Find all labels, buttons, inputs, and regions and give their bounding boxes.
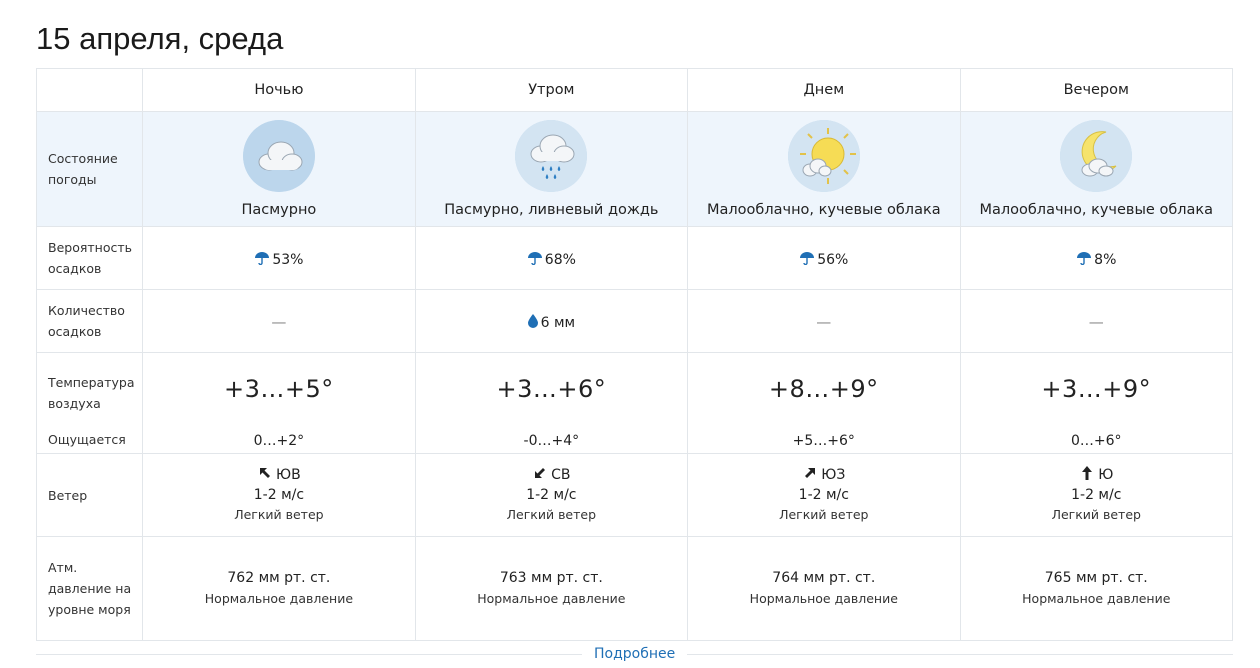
row-label: Количество осадков — [37, 290, 143, 353]
precip-prob-value: 53% — [272, 251, 304, 268]
temp-cell — [960, 353, 1232, 426]
precip-prob-value: 8% — [1094, 251, 1117, 268]
period-header: Ночью — [143, 69, 415, 112]
wind-row — [37, 454, 1233, 537]
temp-cell — [143, 353, 415, 426]
feels-cell — [960, 425, 1232, 454]
precip-probability-row — [37, 227, 1233, 290]
umbrella-icon — [254, 251, 270, 265]
feels-value: 0…+2° — [253, 432, 305, 449]
temp-value: +3…+5° — [224, 375, 334, 403]
arrow-up-right-icon — [802, 465, 818, 481]
precip-amount-value: — — [1088, 312, 1104, 331]
umbrella-icon — [527, 251, 543, 265]
row-label: Температура воздуха — [37, 353, 143, 426]
pressure-value: 764 мм рт. ст. — [772, 570, 876, 586]
wind-direction: СВ — [551, 467, 571, 483]
precip-prob-cell — [960, 227, 1232, 290]
more-details-link[interactable]: Подробнее — [582, 643, 687, 665]
pressure-description: Нормальное давление — [749, 591, 898, 606]
water-drop-icon — [528, 314, 538, 328]
period-header: Днем — [688, 69, 960, 112]
wind-speed: 1-2 м/с — [526, 487, 577, 503]
feels-value: -0…+4° — [523, 432, 580, 449]
pressure-value: 762 мм рт. ст. — [227, 570, 331, 586]
feels-value: 0…+6° — [1070, 432, 1122, 449]
row-label: Вероятность осадков — [37, 227, 143, 290]
pressure-description: Нормальное давление — [477, 591, 626, 606]
page-title: 15 апреля, среда — [36, 21, 284, 56]
arrow-down-left-icon — [532, 465, 548, 481]
wind-description: Легкий ветер — [506, 507, 597, 522]
row-label: Ветер — [37, 454, 143, 537]
pressure-value: 765 мм рт. ст. — [1044, 570, 1148, 586]
wind-speed: 1-2 м/с — [253, 487, 305, 503]
condition-text: Пасмурно — [241, 202, 317, 218]
wind-cell — [688, 454, 960, 537]
condition-text: Малооблачно, кучевые облака — [707, 202, 941, 218]
state-cell — [143, 112, 415, 227]
temp-cell — [415, 353, 687, 426]
precip-amount-cell — [960, 290, 1232, 353]
header-empty-cell — [37, 69, 143, 112]
precip-amount-cell — [688, 290, 960, 353]
row-label: Состояние погоды — [37, 112, 143, 227]
precip-amount-value: — — [816, 312, 832, 331]
weather-table — [36, 68, 1233, 641]
precip-prob-value: 56% — [817, 251, 849, 268]
precip-amount-row — [37, 290, 1233, 353]
precip-amount-cell — [143, 290, 415, 353]
pressure-row — [37, 537, 1233, 641]
pressure-cell — [143, 537, 415, 641]
temp-cell — [688, 353, 960, 426]
state-cell — [960, 112, 1232, 227]
precip-prob-cell — [143, 227, 415, 290]
wind-description: Легкий ветер — [1051, 507, 1141, 522]
condition-text: Малооблачно, кучевые облака — [979, 202, 1214, 218]
wind-direction: ЮЗ — [821, 467, 846, 483]
precip-amount-cell — [415, 290, 687, 353]
overcast-icon — [243, 120, 315, 192]
weather-state-row — [37, 112, 1233, 227]
moon-cloud-icon — [1060, 120, 1132, 192]
precip-amount-value: 6 мм — [540, 314, 576, 331]
wind-direction: Ю — [1098, 467, 1114, 483]
temp-value: +8…+9° — [768, 375, 879, 403]
feels-cell — [415, 425, 687, 454]
row-label: Атм. давление на уровне моря — [37, 537, 143, 641]
pressure-cell — [415, 537, 687, 641]
arrow-up-left-icon — [257, 465, 273, 481]
feels-value: +5…+6° — [792, 432, 855, 449]
wind-cell — [960, 454, 1232, 537]
air-temperature-row — [37, 353, 1233, 426]
feels-cell — [688, 425, 960, 454]
condition-text: Пасмурно, ливневый дождь — [444, 202, 659, 218]
feels-like-row — [37, 425, 1233, 454]
sun-cloud-icon — [788, 120, 860, 192]
overcast-rain-icon — [515, 120, 587, 192]
pressure-description: Нормальное давление — [204, 591, 354, 606]
temp-value: +3…+9° — [1041, 375, 1152, 403]
row-label: Ощущается — [37, 425, 143, 454]
umbrella-icon — [799, 251, 815, 265]
header-row — [37, 69, 1233, 112]
wind-speed: 1-2 м/с — [798, 487, 849, 503]
pressure-cell — [688, 537, 960, 641]
period-header: Утром — [415, 69, 687, 112]
precip-prob-cell — [688, 227, 960, 290]
wind-description: Легкий ветер — [779, 507, 869, 522]
temp-value: +3…+6° — [496, 375, 607, 403]
state-cell — [688, 112, 960, 227]
pressure-value: 763 мм рт. ст. — [499, 570, 603, 586]
precip-prob-cell — [415, 227, 687, 290]
state-cell — [415, 112, 687, 227]
wind-description: Легкий ветер — [234, 507, 324, 522]
feels-cell — [143, 425, 415, 454]
period-header: Вечером — [960, 69, 1232, 112]
wind-speed: 1-2 м/с — [1071, 487, 1122, 503]
wind-cell — [415, 454, 687, 537]
pressure-cell — [960, 537, 1232, 641]
precip-amount-value: — — [271, 312, 287, 331]
wind-cell — [143, 454, 415, 537]
precip-prob-value: 68% — [544, 251, 576, 268]
pressure-description: Нормальное давление — [1022, 591, 1171, 606]
arrow-up-icon — [1079, 465, 1095, 481]
wind-direction: ЮВ — [276, 467, 301, 483]
umbrella-icon — [1076, 251, 1092, 265]
